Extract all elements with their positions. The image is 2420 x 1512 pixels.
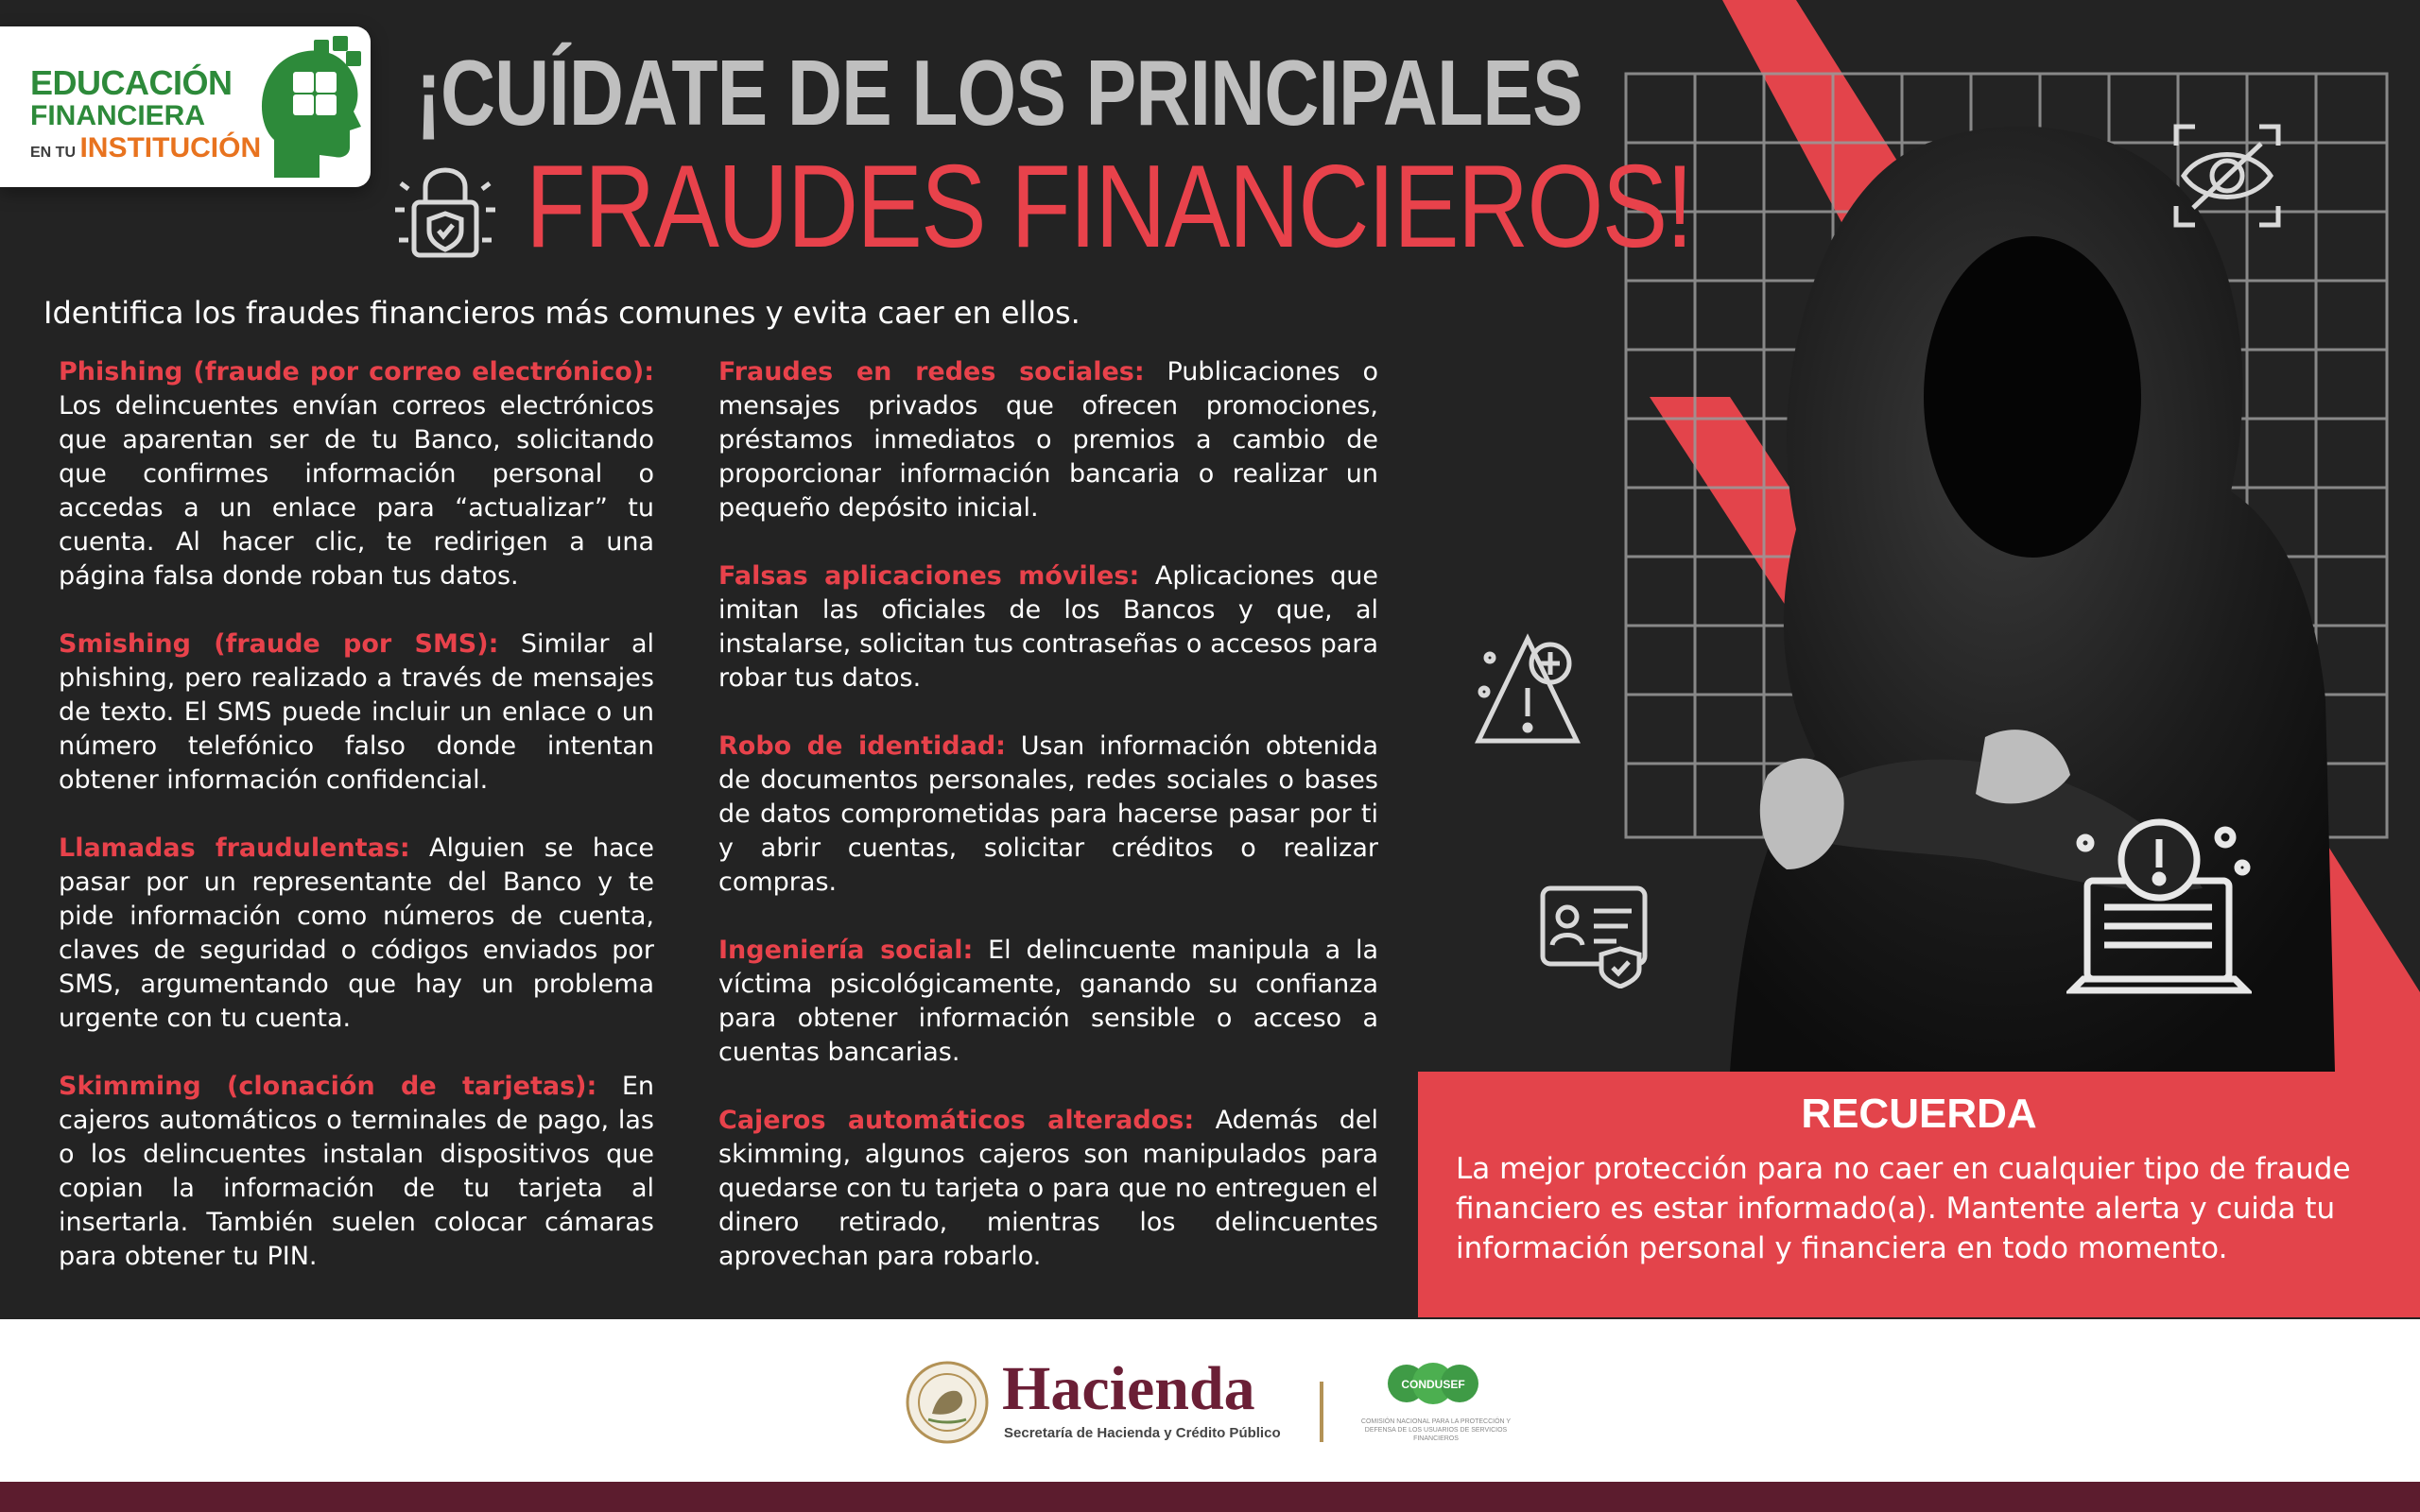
- footer: [0, 1319, 2420, 1482]
- intro-text: Identifica los fraudes financieros más comunes y evita caer en ellos.: [43, 295, 1080, 331]
- educacion-financiera-logo: [0, 26, 371, 187]
- fraud-item-identity-theft: [718, 730, 1378, 900]
- recuerda-box: [1418, 1072, 2420, 1317]
- brand-line-2: FINANCIERA: [30, 100, 205, 131]
- fraud-item-fake-apps: [718, 559, 1378, 696]
- fraud-item-atm-tampering: [718, 1104, 1378, 1274]
- fraud-description: Aplicaciones que imitan las oficiales de los Bancos y que, al instalarse, solicitan tus contraseñas o accesos para robar tus datos.: [718, 561, 1379, 693]
- condusef-logo-text: CONDUSEF: [1401, 1378, 1465, 1391]
- fraud-term: Cajeros automáticos alterados:: [718, 1106, 1195, 1135]
- fraud-item-skimming: [59, 1070, 654, 1274]
- fraud-item-calls: [59, 832, 654, 1036]
- page-title-line-2: FRAUDES FINANCIEROS!: [526, 142, 1692, 272]
- id-card-shield-icon: [1537, 883, 1651, 988]
- hacienda-subtitle: Secretaría de Hacienda y Crédito Público: [1004, 1425, 1281, 1441]
- fraud-item-phishing: [59, 355, 654, 593]
- footer-bar: [0, 1482, 2420, 1512]
- fraud-term: Robo de identidad:: [718, 731, 1006, 761]
- fraud-list-left: [59, 355, 654, 1308]
- fraud-term: Falsas aplicaciones móviles:: [718, 561, 1140, 591]
- fraud-description: Similar al phishing, pero realizado a través de mensajes de texto. El SMS puede incluir un enlace o un número telefónico falso donde intentan obtener información confidencial.: [59, 629, 655, 795]
- lock-shield-icon: [389, 155, 501, 266]
- fraud-description: Publicaciones o mensajes privados que ofrecen promociones, préstamos inmediatos o premios a cambio de proporcionar información bancaria o realizar un pequeño depósito inicial.: [718, 357, 1378, 523]
- brand-line-3-small: EN TU: [30, 145, 76, 161]
- fraud-description: El delincuente manipula a la víctima psicológicamente, ganando su confianza para obtener información sensible o acceso a cuentas bancarias.: [718, 936, 1378, 1067]
- brand-line-1: EDUCACIÓN: [30, 63, 233, 102]
- laptop-alert-icon: [2066, 815, 2252, 1007]
- fraud-term: Smishing (fraude por SMS):: [59, 629, 499, 659]
- recuerda-title: RECUERDA: [1801, 1091, 2037, 1137]
- national-seal-icon: [906, 1361, 989, 1444]
- fraud-description: Usan información obtenida de documentos personales, redes sociales o bases de datos comprometidas para hacerse pasar por ti y abrir cuentas, solicitar créditos o realizar compras.: [718, 731, 1378, 897]
- fraud-description: Los delincuentes envían correos electrónicos que aparentan ser de tu Banco, solicitando que confirmes información personal o accedas a un enlace para “actualizar” tu cuenta. Al hacer clic, te redirigen a una página falsa donde roban tus datos.: [59, 391, 654, 591]
- recuerda-text: La mejor protección para no caer en cualquier tipo de fraude financiero es estar informado(a). Mantente alerta y cuida tu información personal y financiera en todo momento.: [1456, 1152, 2351, 1265]
- page-title-line-1: ¡CUÍDATE DE LOS PRINCIPALES: [416, 41, 1582, 145]
- warning-bug-icon: [1471, 629, 1584, 752]
- fraud-term: Phishing (fraude por correo electrónico):: [59, 357, 654, 387]
- condusef-subtitle: COMISIÓN NACIONAL PARA LA PROTECCIÓN Y DEFENSA DE LOS USUARIOS DE SERVICIOS FINANCIEROS: [1360, 1418, 1512, 1442]
- fraud-term: Skimming (clonación de tarjetas):: [59, 1072, 597, 1101]
- fraud-term: Fraudes en redes sociales:: [718, 357, 1145, 387]
- fraud-item-social-engineering: [718, 934, 1378, 1070]
- fraud-term: Ingeniería social:: [718, 936, 974, 965]
- condusef-logo: [1386, 1359, 1480, 1412]
- hacienda-logo: Hacienda: [1002, 1354, 1255, 1423]
- brand-line-3-highlight: INSTITUCIÓN: [79, 132, 262, 163]
- fraud-list-right: [718, 355, 1378, 1308]
- brain-puzzle-icon: [255, 36, 365, 180]
- fraud-term: Llamadas fraudulentas:: [59, 833, 410, 863]
- fraud-item-smishing: [59, 627, 654, 798]
- fraud-description: En cajeros automáticos o terminales de pago, las o los delincuentes instalan dispositivos que copian la información de tu tarjeta al insertarla. También suelen colocar cámaras para obtener tu PIN.: [59, 1072, 654, 1271]
- hidden-eye-icon: [2170, 121, 2284, 231]
- fraud-description: Además del skimming, algunos cajeros son manipulados para quedarse con tu tarjeta o para que no entreguen el dinero retirado, mientras los delincuentes aprovechan para robarlo.: [718, 1106, 1378, 1271]
- fraud-description: Alguien se hace pasar por un representante del Banco y te pide información como números de cuenta, claves de seguridad o códigos enviados por SMS, argumentando que hay un problema urgente con tu cuenta.: [59, 833, 654, 1033]
- footer-divider: [1320, 1382, 1323, 1442]
- fraud-item-social-media: [718, 355, 1378, 525]
